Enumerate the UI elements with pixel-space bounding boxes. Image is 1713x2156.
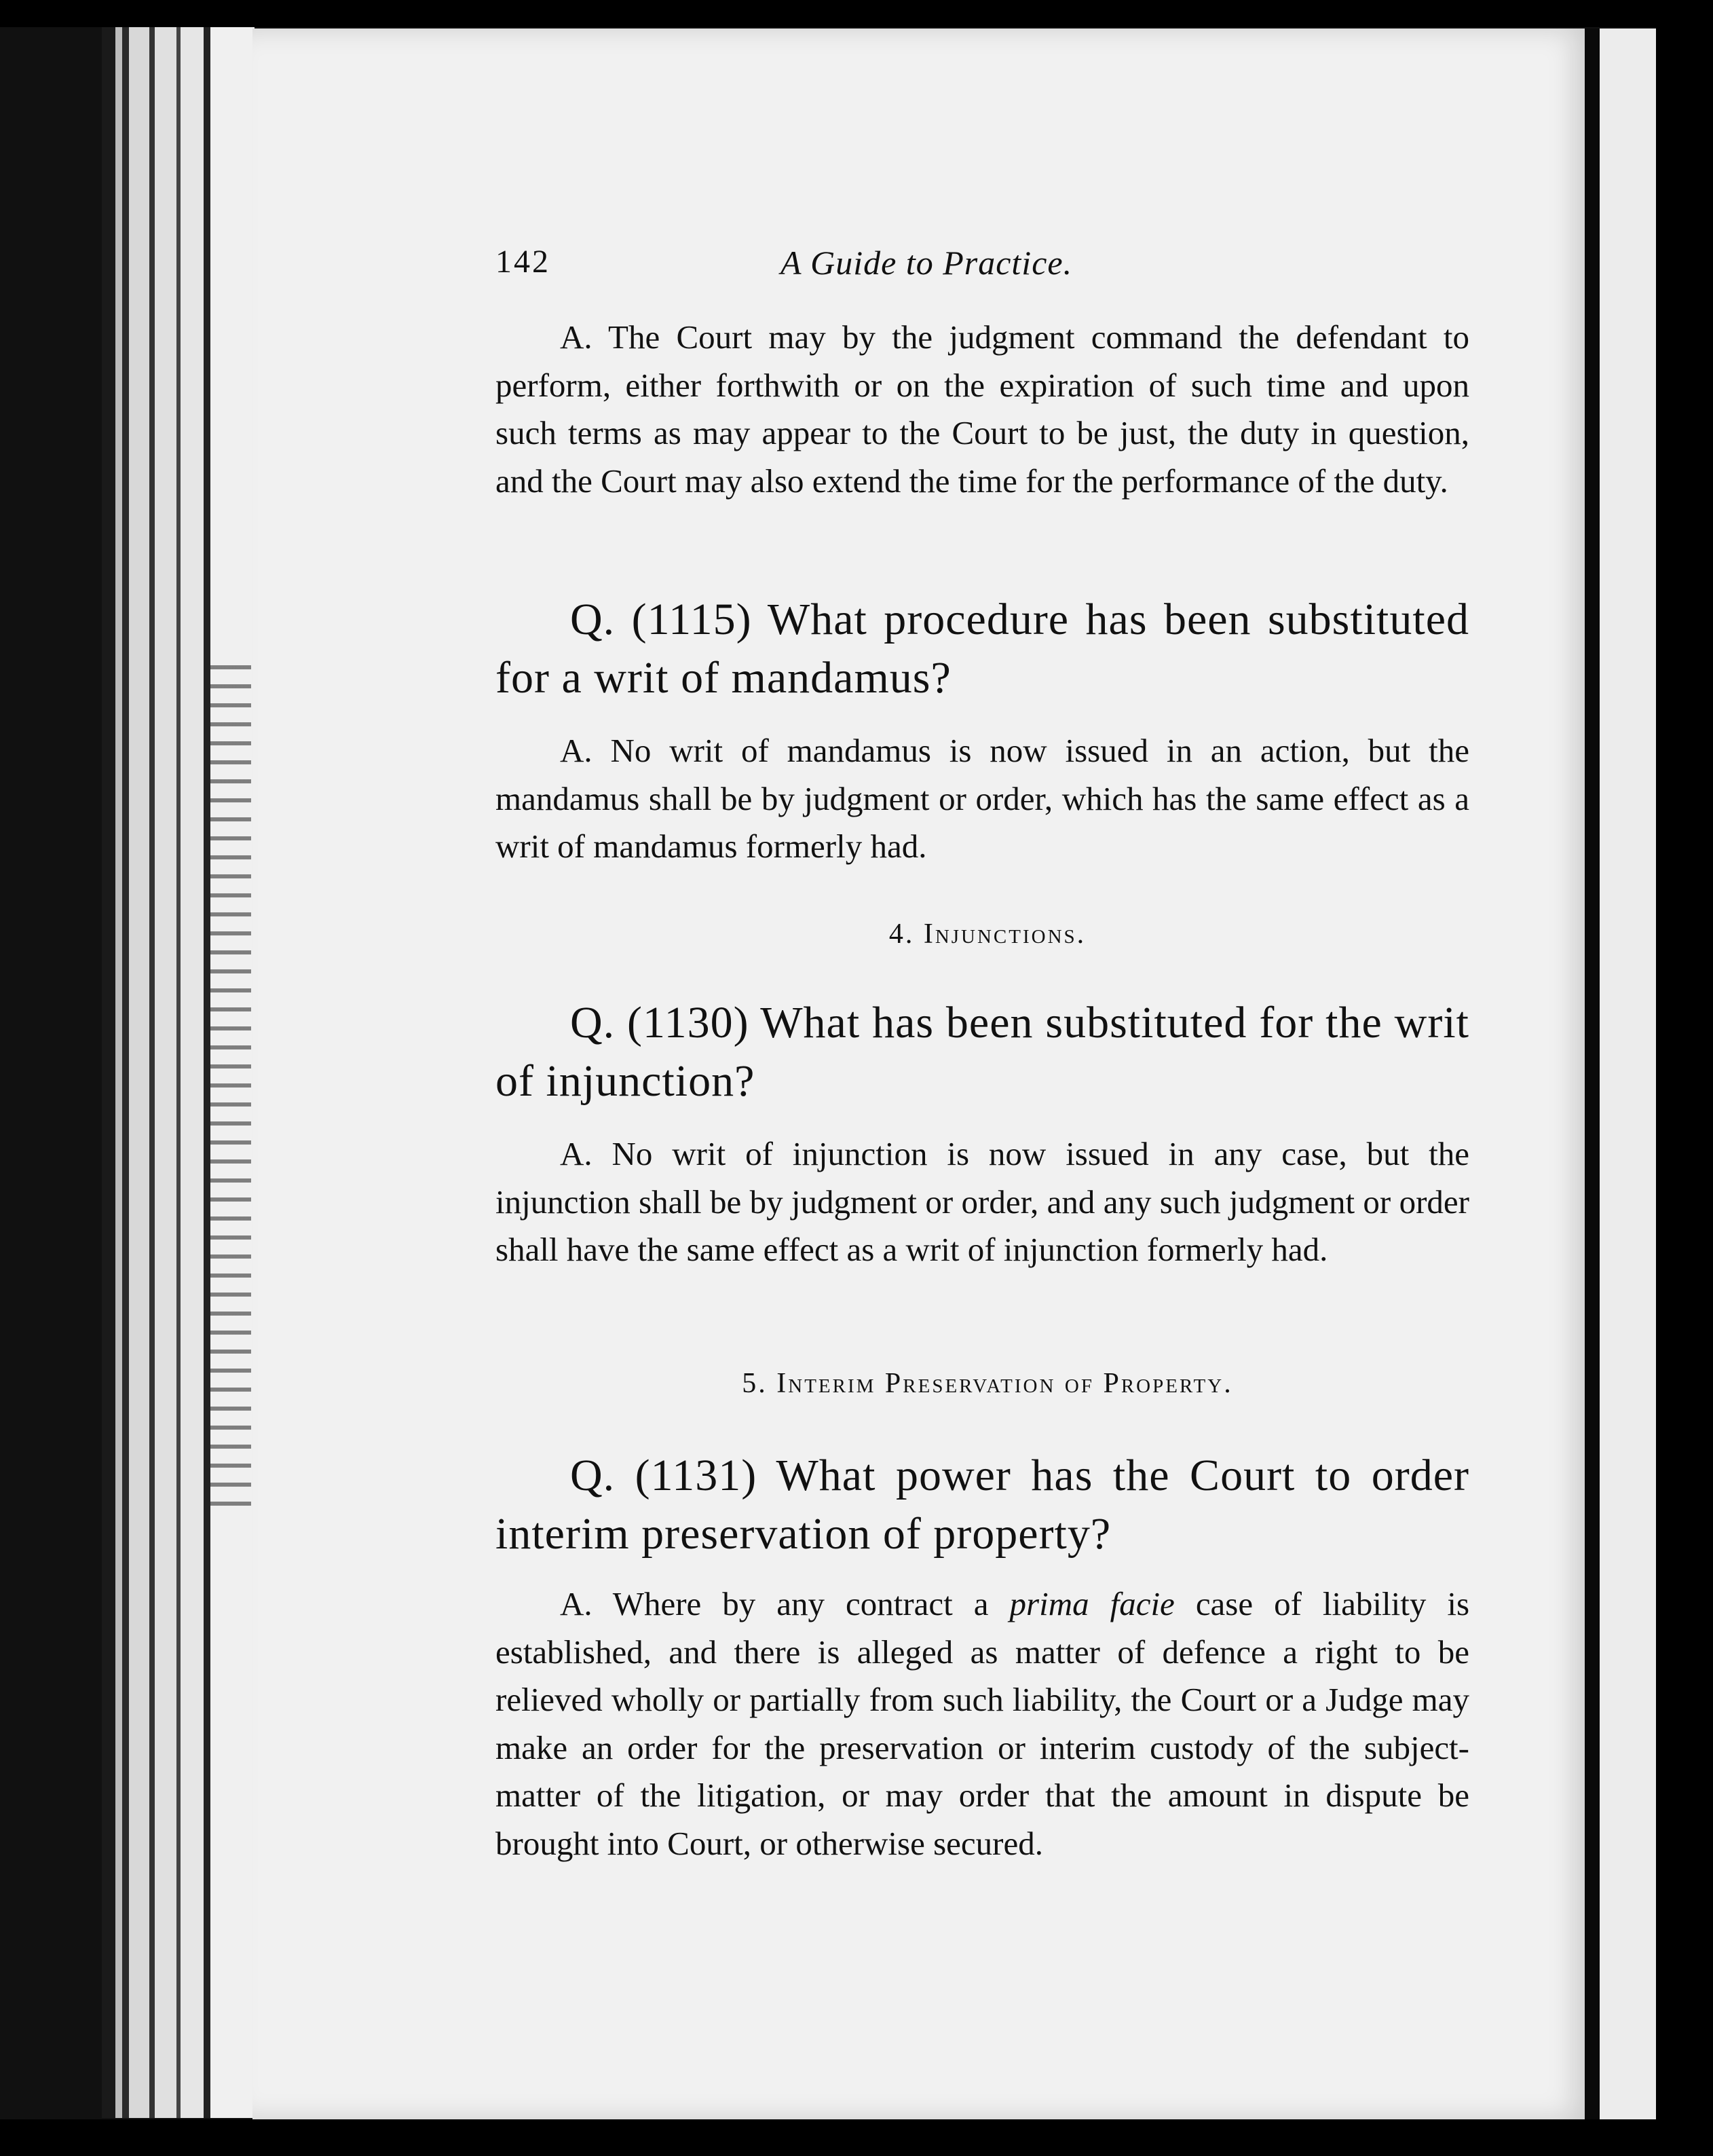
- answer-1131: [495, 1580, 1469, 1867]
- answer-1130: [495, 1130, 1469, 1274]
- answer-italic-phrase: prima facie: [1009, 1585, 1175, 1622]
- question-text: Q. (1131) What power has the Court to order interim preservation of property?: [495, 1451, 1469, 1559]
- question-1131: [495, 1447, 1469, 1563]
- question-1130: [495, 994, 1469, 1111]
- answer-block: [495, 314, 1469, 505]
- section-heading-injunctions: 4. Injunctions.: [888, 918, 1087, 950]
- section-heading-interim-preservation: 5. Interim Preservation of Property.: [742, 1368, 1233, 1399]
- question-text: Q. (1130) What has been substituted for the writ of injunction?: [495, 998, 1469, 1106]
- answer-text: A. No writ of mandamus is now issued in an action, but the mandamus shall be by judgment or order, which has the same effect as a writ of mandamus formerly had.: [495, 732, 1469, 865]
- answer-suffix: case of liability is established, and there is alleged as matter of defence a right to be relieved wholly or partially from such liability, the Court or a Judge may make an order for the preservation or interim custody of the subject-matter of the litigation, or may order that the amount in dispute be brought into Court, or otherwise secured.: [495, 1585, 1470, 1862]
- running-head: [495, 243, 1480, 284]
- question-text: Q. (1115) What procedure has been substituted for a writ of mandamus?: [495, 595, 1469, 703]
- question-1115: [495, 591, 1469, 707]
- answer-1115: [495, 727, 1469, 871]
- answer-text: A. The Court may by the judgment command the defendant to perform, either forthwith or on the expiration of such time and upon such terms as may appear to the Court to be just, the duty in question, and the Court may also extend the time for the performance of the duty.: [495, 318, 1469, 500]
- page-number: 142: [495, 244, 550, 280]
- answer-text: A. No writ of injunction is now issued in any case, but the injunction shall be by judgment or order, and any such judgment or order shall have the same effect as a writ of injunction formerly had.: [495, 1135, 1469, 1268]
- running-title: A Guide to Practice.: [780, 244, 1073, 282]
- answer-prefix: A. Where by any contract a: [560, 1585, 989, 1622]
- answer-text: [495, 1580, 1469, 1867]
